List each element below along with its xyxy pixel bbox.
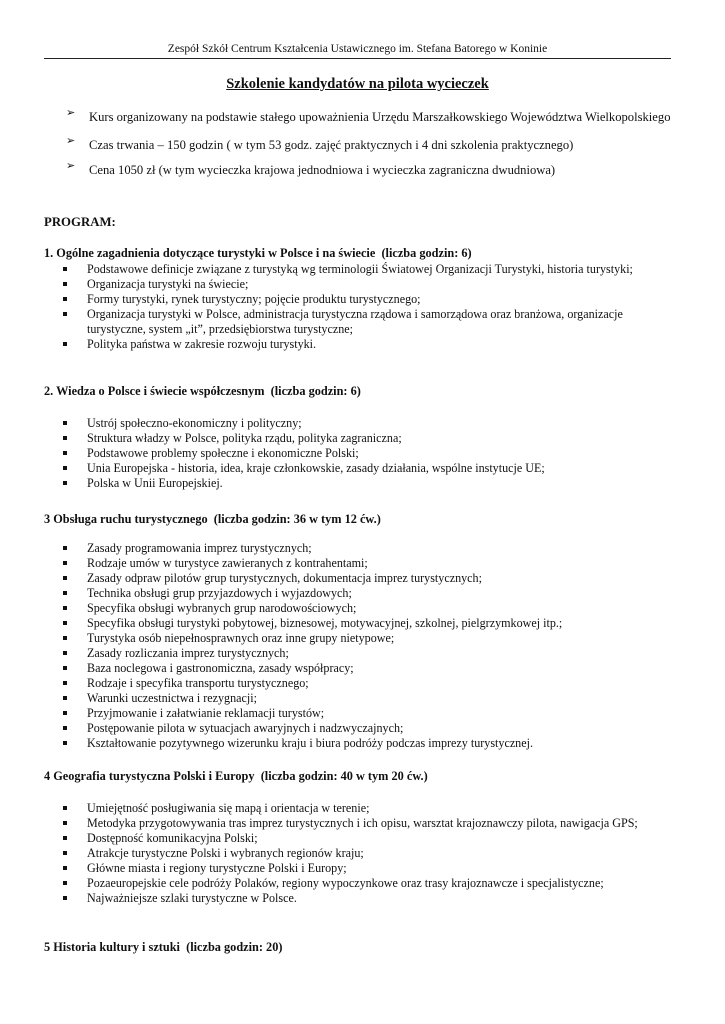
square-bullet-icon bbox=[63, 312, 67, 316]
section-hours: (liczba godzin: 6) bbox=[381, 246, 472, 260]
institution-header: Zespół Szkół Centrum Kształcenia Ustawicznego im. Stefana Batorego w Koninie bbox=[167, 43, 548, 55]
list-item: Podstawowe problemy społeczne i ekonomiczne Polski; bbox=[63, 446, 673, 461]
square-bullet-icon bbox=[63, 342, 67, 346]
arrow-bullet-icon: ➢ bbox=[66, 135, 76, 147]
section-hours: (liczba godzin: 36 w tym 12 ćw.) bbox=[213, 512, 381, 526]
section-name: 1. Ogólne zagadnienia dotyczące turystyki w Polsce i na świecie bbox=[44, 246, 376, 260]
list-item: Zasady odpraw pilotów grup turystycznych, dokumentacja imprez turystycznych; bbox=[63, 571, 673, 586]
square-bullet-icon bbox=[63, 651, 67, 655]
square-bullet-icon bbox=[63, 681, 67, 685]
list-item: Rodzaje i specyfika transportu turystycznego; bbox=[63, 676, 673, 691]
list-item: Dostępność komunikacyjna Polski; bbox=[63, 831, 673, 846]
square-bullet-icon bbox=[63, 561, 67, 565]
square-bullet-icon bbox=[63, 636, 67, 640]
section-hours: (liczba godzin: 40 w tym 20 ćw.) bbox=[260, 769, 428, 783]
square-bullet-icon bbox=[63, 591, 67, 595]
list-item: Technika obsługi grup przyjazdowych i wyjazdowych; bbox=[63, 586, 673, 601]
section-name: 5 Historia kultury i sztuki bbox=[44, 940, 180, 954]
section-1-list bbox=[63, 262, 673, 352]
list-item: Specyfika obsługi wybranych grup narodowościowych; bbox=[63, 601, 673, 616]
square-bullet-icon bbox=[63, 421, 67, 425]
square-bullet-icon bbox=[63, 821, 67, 825]
list-item: Zasady rozliczania imprez turystycznych; bbox=[63, 646, 673, 661]
list-item: Zasady programowania imprez turystycznych; bbox=[63, 541, 673, 556]
section-title bbox=[44, 245, 674, 261]
list-item: Formy turystyki, rynek turystyczny; pojęcie produktu turystycznego; bbox=[63, 292, 673, 307]
square-bullet-icon bbox=[63, 741, 67, 745]
square-bullet-icon bbox=[63, 451, 67, 455]
list-item: Główne miasta i regiony turystyczne Polski i Europy; bbox=[63, 861, 673, 876]
square-bullet-icon bbox=[63, 866, 67, 870]
list-item: Postępowanie pilota w sytuacjach awaryjnych i nadzwyczajnych; bbox=[63, 721, 673, 736]
list-item: Specyfika obsługi turystyki pobytowej, biznesowej, motywacyjnej, szkolnej, pielgrzymkowej itp.; bbox=[63, 616, 673, 631]
list-item: Struktura władzy w Polsce, polityka rządu, polityka zagraniczna; bbox=[63, 431, 673, 446]
square-bullet-icon bbox=[63, 267, 67, 271]
list-item: Ustrój społeczno-ekonomiczny i polityczny; bbox=[63, 416, 673, 431]
section-title bbox=[44, 383, 674, 399]
section-hours: (liczba godzin: 6) bbox=[270, 384, 361, 398]
list-item: Polityka państwa w zakresie rozwoju turystyki. bbox=[63, 337, 673, 352]
list-item: Najważniejsze szlaki turystyczne w Polsce. bbox=[63, 891, 673, 906]
square-bullet-icon bbox=[63, 282, 67, 286]
section-name: 3 Obsługa ruchu turystycznego bbox=[44, 512, 208, 526]
square-bullet-icon bbox=[63, 546, 67, 550]
square-bullet-icon bbox=[63, 836, 67, 840]
program-heading: PROGRAM: bbox=[44, 215, 116, 229]
section-4-list bbox=[63, 801, 673, 906]
list-item: Organizacja turystyki na świecie; bbox=[63, 277, 673, 292]
square-bullet-icon bbox=[63, 806, 67, 810]
intro-item: ➢ Cena 1050 zł (w tym wycieczka krajowa jednodniowa i wycieczka zagraniczna dwudniowa) bbox=[66, 160, 556, 177]
list-item: Turystyka osób niepełnosprawnych oraz inne grupy nietypowe; bbox=[63, 631, 673, 646]
square-bullet-icon bbox=[63, 851, 67, 855]
square-bullet-icon bbox=[63, 606, 67, 610]
section-hours: (liczba godzin: 20) bbox=[186, 940, 283, 954]
list-item: Podstawowe definicje związane z turystyką wg terminologii Światowej Organizacji Turystyki, historia turystyki; bbox=[63, 262, 673, 277]
list-item: Kształtowanie pozytywnego wizerunku kraju i biura podróży podczas imprezy turystycznej. bbox=[63, 736, 673, 751]
square-bullet-icon bbox=[63, 711, 67, 715]
section-title bbox=[44, 511, 674, 527]
square-bullet-icon bbox=[63, 621, 67, 625]
square-bullet-icon bbox=[63, 726, 67, 730]
document-title: Szkolenie kandydatów na pilota wycieczek bbox=[226, 76, 489, 92]
list-item: Metodyka przygotowywania tras imprez turystycznych i ich opisu, warsztat krajoznawczy pilota, nawigacja GPS; bbox=[63, 816, 673, 831]
list-item: Rodzaje umów w turystyce zawieranych z kontrahentami; bbox=[63, 556, 673, 571]
square-bullet-icon bbox=[63, 436, 67, 440]
intro-item: ➢ Czas trwania – 150 godzin ( w tym 53 godz. zajęć praktycznych i 4 dni szkolenia praktycznego) bbox=[66, 135, 574, 152]
square-bullet-icon bbox=[63, 576, 67, 580]
square-bullet-icon bbox=[63, 666, 67, 670]
section-title bbox=[44, 768, 674, 784]
arrow-bullet-icon: ➢ bbox=[66, 107, 76, 119]
list-item: Polska w Unii Europejskiej. bbox=[63, 476, 673, 491]
list-item: Unia Europejska - historia, idea, kraje członkowskie, zasady działania, wspólne instytucje UE; bbox=[63, 461, 673, 476]
section-name: 2. Wiedza o Polsce i świecie współczesnym bbox=[44, 384, 265, 398]
section-title bbox=[44, 939, 674, 955]
square-bullet-icon bbox=[63, 481, 67, 485]
square-bullet-icon bbox=[63, 297, 67, 301]
section-name: 4 Geografia turystyczna Polski i Europy bbox=[44, 769, 255, 783]
intro-item: ➢ Kurs organizowany na podstawie stałego upoważnienia Urzędu Marszałkowskiego Województwa Wielkopolskiego bbox=[66, 107, 671, 124]
list-item: Baza noclegowa i gastronomiczna, zasady współpracy; bbox=[63, 661, 673, 676]
header-divider bbox=[44, 58, 671, 59]
square-bullet-icon bbox=[63, 881, 67, 885]
arrow-bullet-icon: ➢ bbox=[66, 160, 76, 172]
list-item: Przyjmowanie i załatwianie reklamacji turystów; bbox=[63, 706, 673, 721]
section-3-list bbox=[63, 541, 673, 751]
list-item: Pozaeuropejskie cele podróży Polaków, regiony wypoczynkowe oraz trasy krajoznawcze i specjalistyczne; bbox=[63, 876, 673, 891]
section-2-list bbox=[63, 416, 673, 491]
square-bullet-icon bbox=[63, 696, 67, 700]
list-item: Atrakcje turystyczne Polski i wybranych regionów kraju; bbox=[63, 846, 673, 861]
list-item: Umiejętność posługiwania się mapą i orientacja w terenie; bbox=[63, 801, 673, 816]
list-item: Warunki uczestnictwa i rezygnacji; bbox=[63, 691, 673, 706]
square-bullet-icon bbox=[63, 896, 67, 900]
square-bullet-icon bbox=[63, 466, 67, 470]
intro-list bbox=[66, 106, 686, 181]
list-item: Organizacja turystyki w Polsce, administracja turystyczna rządowa i samorządowa oraz branżowa, organizacje turystyczne, system „it”, przedsiębiorstwa turystyczne; bbox=[63, 307, 673, 337]
